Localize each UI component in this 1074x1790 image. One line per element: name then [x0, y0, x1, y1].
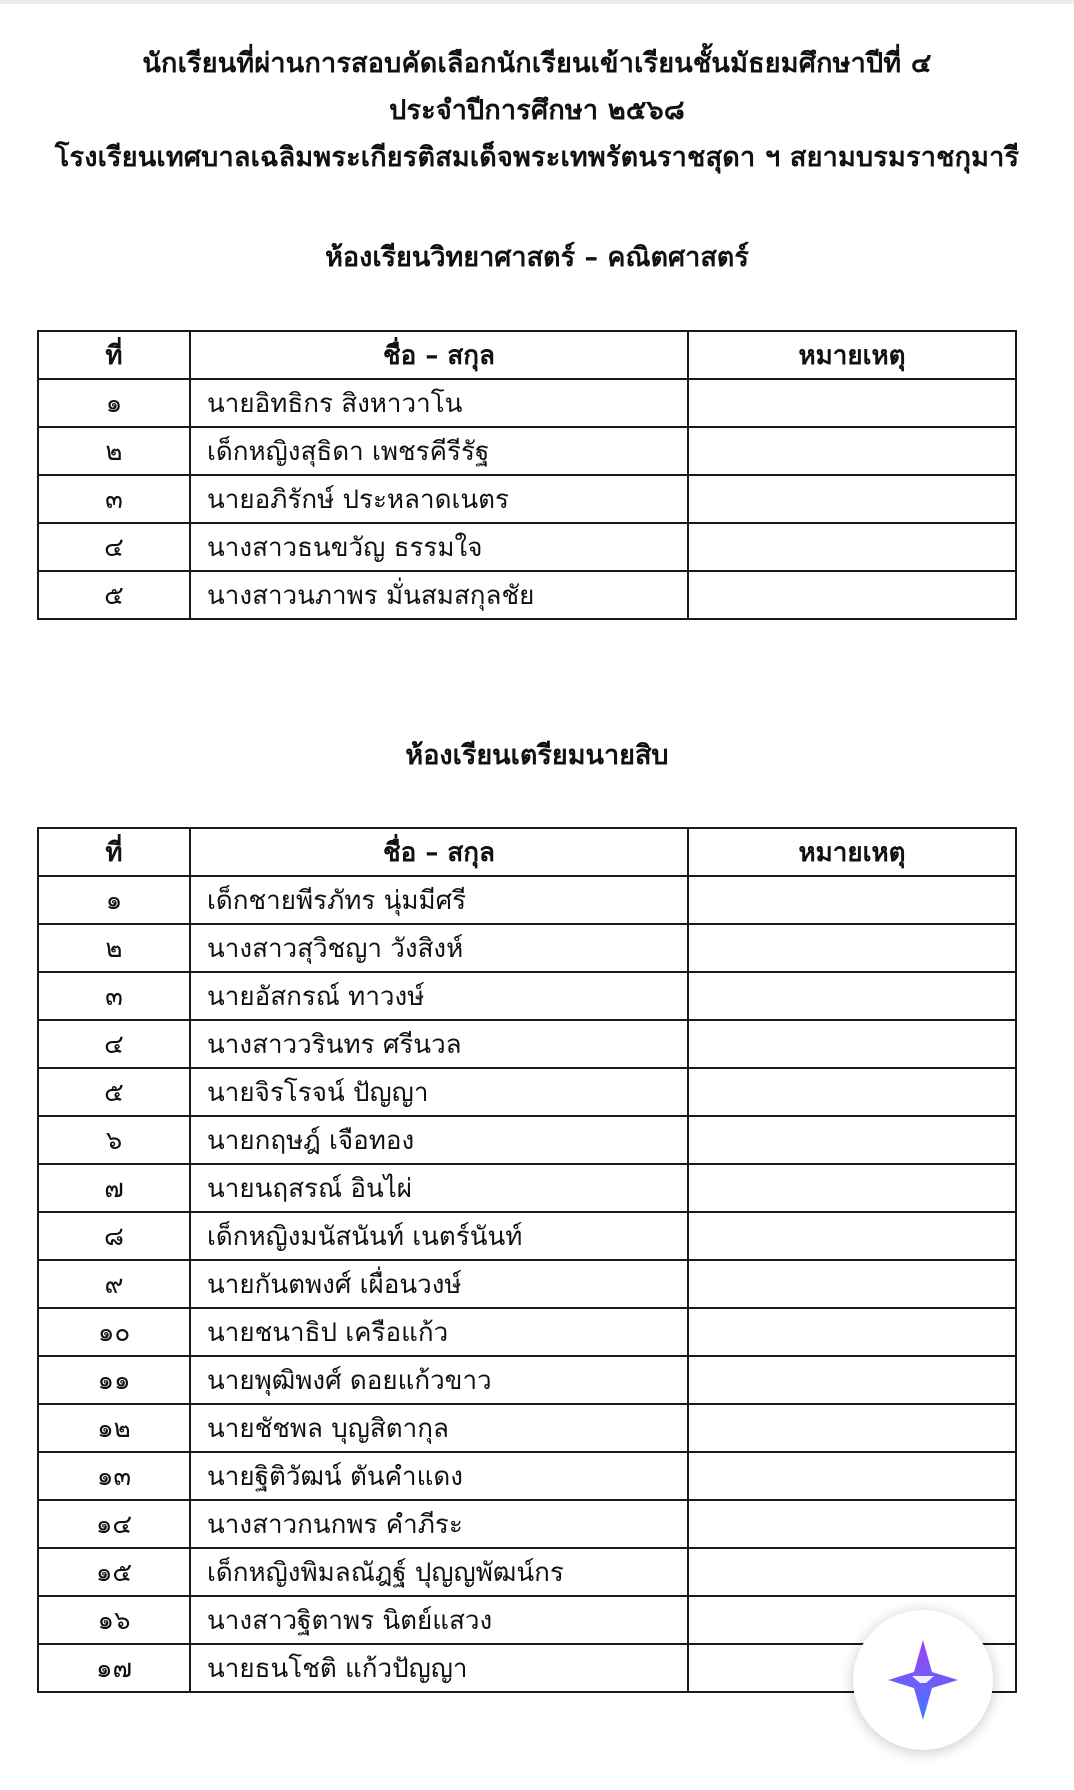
row-number: ๑๑ — [38, 1356, 190, 1404]
table-row — [38, 876, 1016, 924]
table-row — [38, 571, 1016, 619]
remark-cell — [688, 1164, 1016, 1212]
remark-cell — [688, 475, 1016, 523]
student-name: นายอิทธิกร สิงหาวาโน — [190, 379, 688, 427]
row-number: ๑๗ — [38, 1644, 190, 1692]
remark-cell — [688, 1404, 1016, 1452]
ai-assistant-button[interactable] — [853, 1610, 993, 1750]
student-name: นายกันตพงศ์ เผื่อนวงษ์ — [190, 1260, 688, 1308]
remark-cell — [688, 1500, 1016, 1548]
table-row — [38, 1116, 1016, 1164]
student-name: นางสาวนภาพร มั่นสมสกุลชัย — [190, 571, 688, 619]
row-number: ๑ — [38, 876, 190, 924]
table-row — [38, 427, 1016, 475]
section-title-science-math: ห้องเรียนวิทยาศาสตร์ – คณิตศาสตร์ — [325, 242, 749, 273]
remark-cell — [688, 1116, 1016, 1164]
row-number: ๙ — [38, 1260, 190, 1308]
remark-cell — [688, 1212, 1016, 1260]
row-number: ๔ — [38, 1020, 190, 1068]
row-number: ๔ — [38, 523, 190, 571]
row-number: ๓ — [38, 972, 190, 1020]
student-name: นายจิรโรจน์ ปัญญา — [190, 1068, 688, 1116]
remark-cell — [688, 571, 1016, 619]
remark-cell — [688, 1548, 1016, 1596]
row-number: ๕ — [38, 1068, 190, 1116]
column-header-no: ที่ — [38, 828, 190, 876]
table-body — [38, 379, 1016, 619]
student-name: นายนฤสรณ์ อินไผ่ — [190, 1164, 688, 1212]
student-name: เด็กหญิงพิมลณัฎฐ์ ปุญญพัฒน์กร — [190, 1548, 688, 1596]
row-number: ๑๖ — [38, 1596, 190, 1644]
row-number: ๑๐ — [38, 1308, 190, 1356]
column-header-name: ชื่อ – สกุล — [190, 331, 688, 379]
student-name: นางสาวกนกพร คำภีระ — [190, 1500, 688, 1548]
roster-table-science-math — [37, 330, 1017, 620]
row-number: ๖ — [38, 1116, 190, 1164]
table-row — [38, 1356, 1016, 1404]
student-name: เด็กหญิงสุธิดา เพชรคีรีรัฐ — [190, 427, 688, 475]
row-number: ๑ — [38, 379, 190, 427]
column-header-no: ที่ — [38, 331, 190, 379]
row-number: ๓ — [38, 475, 190, 523]
table-row — [38, 1164, 1016, 1212]
remark-cell — [688, 1020, 1016, 1068]
table-row — [38, 1500, 1016, 1548]
remark-cell — [688, 924, 1016, 972]
remark-cell — [688, 379, 1016, 427]
header-line-3: โรงเรียนเทศบาลเฉลิมพระเกียรติสมเด็จพระเทพรัตนราชสุดา ฯ สยามบรมราชกุมารี — [54, 142, 1020, 173]
student-name: นางสาววรินทร ศรีนวล — [190, 1020, 688, 1068]
table-header-row — [38, 828, 1016, 876]
student-name: เด็กหญิงมนัสนันท์ เนตร์นันท์ — [190, 1212, 688, 1260]
student-name: นางสาวสุวิชญา วังสิงห์ — [190, 924, 688, 972]
header-line-1: นักเรียนที่ผ่านการสอบคัดเลือกนักเรียนเข้าเรียนชั้นมัธยมศึกษาปีที่ ๔ — [142, 48, 932, 79]
remark-cell — [688, 972, 1016, 1020]
row-number: ๑๒ — [38, 1404, 190, 1452]
table-row — [38, 1452, 1016, 1500]
sparkle-icon — [886, 1638, 960, 1722]
row-number: ๘ — [38, 1212, 190, 1260]
table-row — [38, 1212, 1016, 1260]
row-number: ๒ — [38, 427, 190, 475]
column-header-note: หมายเหตุ — [688, 828, 1016, 876]
student-name: นายพุฒิพงศ์ ดอยแก้วขาว — [190, 1356, 688, 1404]
remark-cell — [688, 1356, 1016, 1404]
student-name: นายกฤษฎ์ เจือทอง — [190, 1116, 688, 1164]
top-shade — [0, 0, 1074, 4]
student-name: เด็กชายพีรภัทร นุ่มมีศรี — [190, 876, 688, 924]
student-name: นางสาวธนขวัญ ธรรมใจ — [190, 523, 688, 571]
table-body — [38, 876, 1016, 1692]
table-row — [38, 1260, 1016, 1308]
roster-table-nco-prep — [37, 827, 1017, 1693]
table-row — [38, 972, 1016, 1020]
row-number: ๑๔ — [38, 1500, 190, 1548]
student-name: นางสาวฐิตาพร นิตย์แสวง — [190, 1596, 688, 1644]
column-header-name: ชื่อ – สกุล — [190, 828, 688, 876]
table-row — [38, 1020, 1016, 1068]
remark-cell — [688, 1068, 1016, 1116]
row-number: ๕ — [38, 571, 190, 619]
table-row — [38, 379, 1016, 427]
column-header-note: หมายเหตุ — [688, 331, 1016, 379]
student-name: นายฐิติวัฒน์ ตันคำแดง — [190, 1452, 688, 1500]
student-name: นายอภิรักษ์ ประหลาดเนตร — [190, 475, 688, 523]
table-row — [38, 924, 1016, 972]
table-row — [38, 475, 1016, 523]
table-row — [38, 1068, 1016, 1116]
table-row — [38, 1404, 1016, 1452]
header-line-2: ประจำปีการศึกษา ๒๕๖๘ — [389, 95, 685, 126]
table-row — [38, 1548, 1016, 1596]
row-number: ๑๓ — [38, 1452, 190, 1500]
remark-cell — [688, 1452, 1016, 1500]
table-row — [38, 523, 1016, 571]
row-number: ๒ — [38, 924, 190, 972]
row-number: ๑๕ — [38, 1548, 190, 1596]
student-name: นายชนาธิป เครือแก้ว — [190, 1308, 688, 1356]
remark-cell — [688, 876, 1016, 924]
table-header-row — [38, 331, 1016, 379]
student-name: นายชัชพล บุญสิตากุล — [190, 1404, 688, 1452]
table-row — [38, 1308, 1016, 1356]
remark-cell — [688, 1260, 1016, 1308]
document-header — [0, 40, 1074, 181]
student-name: นายธนโชติ แก้วปัญญา — [190, 1644, 688, 1692]
student-name: นายอัสกรณ์ ทาวงษ์ — [190, 972, 688, 1020]
remark-cell — [688, 523, 1016, 571]
remark-cell — [688, 427, 1016, 475]
row-number: ๗ — [38, 1164, 190, 1212]
section-title-nco-prep: ห้องเรียนเตรียมนายสิบ — [405, 740, 669, 771]
remark-cell — [688, 1308, 1016, 1356]
